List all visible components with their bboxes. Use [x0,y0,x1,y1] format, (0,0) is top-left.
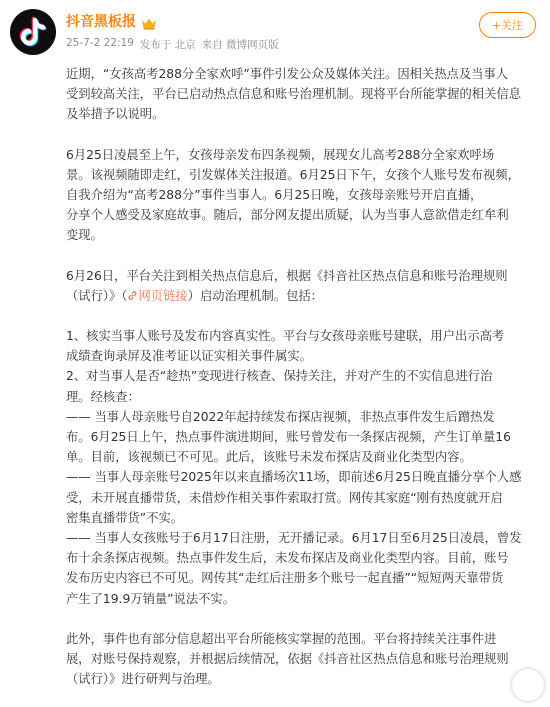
paragraph-2 [66,145,524,246]
crown-badge-icon [141,15,157,28]
web-link[interactable] [127,289,187,303]
text-line: 此外，事件也有部分信息超出平台所能核实掌握的范围。平台将持续关注事件进 [66,631,497,646]
text-line: 受到较高关注，平台已启动热点信息和账号治理机制。现将平台所能掌握的相关信息 [66,87,521,102]
post-meta [66,37,279,52]
text-line: —— 当事人母亲账号自2022年起持续发布探店视频，非热点事件发生后蹭热发 [66,409,495,424]
text-line: （试行）》进行研判与治理。 [66,672,220,687]
post-client: 来自 微博网页版 [201,39,279,51]
tiktok-logo-icon [10,9,56,55]
text-line: —— 当事人女孩账号于6月17日注册，无开播记录。6月17日至6月25日凌晨，曾发 [66,531,522,546]
avatar[interactable] [10,9,56,55]
post-date[interactable]: 25-7-2 22:19 [66,37,134,49]
text-line: 产生了19.9万销量”说法不实。 [66,591,236,606]
link-icon [127,290,138,301]
text-line: 理。经核查： [66,389,140,404]
text-line: 景。该视频随即走红，引发媒体关注报道。6月25日下午，女孩个人账号发布视频， [66,167,520,182]
text-line: 分享个人感受及家庭故事。随后，部分网友提出质疑，认为当事人意欲借走红牟利 [66,208,509,223]
text-line: 变现。 [66,228,103,243]
text-line: 布十余条探店视频。热点事件发生后，未发布探店及商业化类型内容。目前，账号 [66,551,509,566]
text-line: 成绩查询录屏及准考证以证实相关事件属实。 [66,349,312,364]
paragraph-5 [66,629,524,690]
text-line [66,286,524,306]
text-line: —— 当事人母亲账号2025年以来直播场次11场，即前述6月25日晚直播分享个人感 [66,470,522,485]
account-name[interactable]: 抖音黑板报 [66,14,136,30]
text-fragment: ）启动治理机制。包括： [187,288,323,303]
text-line: 单。目前，该视频已不可见。此后，该账号未发布探店及商业化类型内容。 [66,450,472,465]
text-line: 及举措予以说明。 [66,107,165,122]
web-link-label[interactable]: 网页链接 [138,288,188,303]
text-line: 1、核实当事人账号及发布内容真实性。平台与女孩母亲账号建联，用户出示高考 [66,329,505,344]
post-location: 发布于 北京 [139,39,196,51]
text-line: 6月25日凌晨至上午，女孩母亲发布四条视频，展现女儿高考288分全家欢呼场 [66,147,495,162]
text-fragment: （试行）》（ [66,288,128,303]
text-line: 受，未开展直播带货，未借炒作相关事件索取打赏。网传其家庭“刚有热度就开启 [66,490,503,505]
account-name-row [66,11,157,31]
text-line: 密集直播带货”不实。 [66,510,184,525]
text-line: 布。6月25日上午，热点事件演进期间，账号曾发布一条探店视频，产生订单量16 [66,430,511,445]
text-line: 2、对当事人是否“趁热”变现进行核查、保持关注，并对产生的不实信息进行治 [66,369,493,384]
text-line: 自我介绍为“高考288分”事件当事人。6月25日晚，女孩母亲账号开启直播， [66,188,483,203]
post-header [0,0,550,62]
paragraph-3 [66,266,524,306]
paragraph-4 [66,326,524,609]
text-line: 发布历史内容已不可见。网传其“走红后注册多个账号一起直播”“短短两天靠带货 [66,571,504,586]
paragraph-1 [66,64,524,125]
post-body [66,64,524,689]
floating-action-button[interactable] [512,669,544,701]
text-line: 6月26日，平台关注到相关热点信息后，根据《抖音社区热点信息和账号治理规则 [66,268,508,283]
follow-button[interactable]: +关注 [479,12,536,38]
text-line: 展，对账号保持观察，并根据后续情况，依据《抖音社区热点信息和账号治理规则 [66,652,509,667]
text-line: 近期，“女孩高考288分全家欢呼”事件引发公众及媒体关注。因相关热点及当事人 [66,67,509,81]
